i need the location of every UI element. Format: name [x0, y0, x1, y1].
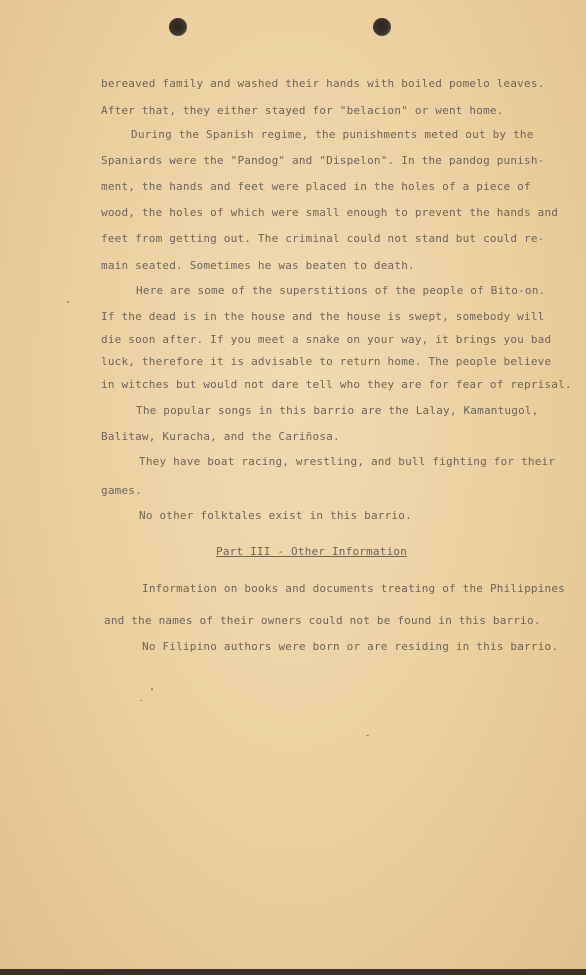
punch-hole-left [169, 18, 187, 36]
text-line: If the dead is in the house and the house is swept, somebody will [101, 310, 545, 323]
paper-speck [67, 301, 69, 303]
text-line: No Filipino authors were born or are residing in this barrio. [142, 640, 559, 653]
punch-hole-right [373, 18, 391, 36]
text-line: feet from getting out. The criminal could not stand but could re- [101, 232, 545, 245]
text-line: Here are some of the superstitions of the people of Bito-on. [136, 284, 546, 297]
text-line: in witches but would not dare tell who they are for fear of reprisal. [101, 378, 572, 391]
text-line: They have boat racing, wrestling, and bull fighting for their [139, 455, 556, 468]
text-line: Spaniards were the "Pandog" and "Dispelon". In the pandog punish- [101, 154, 545, 167]
text-line: During the Spanish regime, the punishments meted out by the [131, 128, 534, 141]
text-line: Information on books and documents treating of the Philippines [142, 582, 565, 595]
text-line: main seated. Sometimes he was beaten to death. [101, 259, 415, 272]
text-line: The popular songs in this barrio are the Lalay, Kamantugol, [136, 404, 539, 417]
text-line: luck, therefore it is advisable to return home. The people believe [101, 355, 552, 368]
text-line: After that, they either stayed for "belacion" or went home. [101, 104, 504, 117]
page-bottom-edge [0, 969, 586, 975]
text-line: ment, the hands and feet were placed in the holes of a piece of [101, 180, 531, 193]
text-line: bereaved family and washed their hands with boiled pomelo leaves. [101, 77, 545, 90]
text-line: Balitaw, Kuracha, and the Cariñosa. [101, 430, 340, 443]
text-line: and the names of their owners could not be found in this barrio. [104, 614, 541, 627]
section-heading: Part III - Other Information [216, 545, 408, 558]
paper-speck [140, 700, 142, 701]
text-line: games. [101, 484, 142, 497]
paper-speck [151, 688, 153, 690]
text-line: die soon after. If you meet a snake on your way, it brings you bad [101, 333, 552, 346]
text-line: wood, the holes of which were small enough to prevent the hands and [101, 206, 559, 219]
text-line: No other folktales exist in this barrio. [139, 509, 412, 522]
paper-speck [366, 735, 369, 736]
